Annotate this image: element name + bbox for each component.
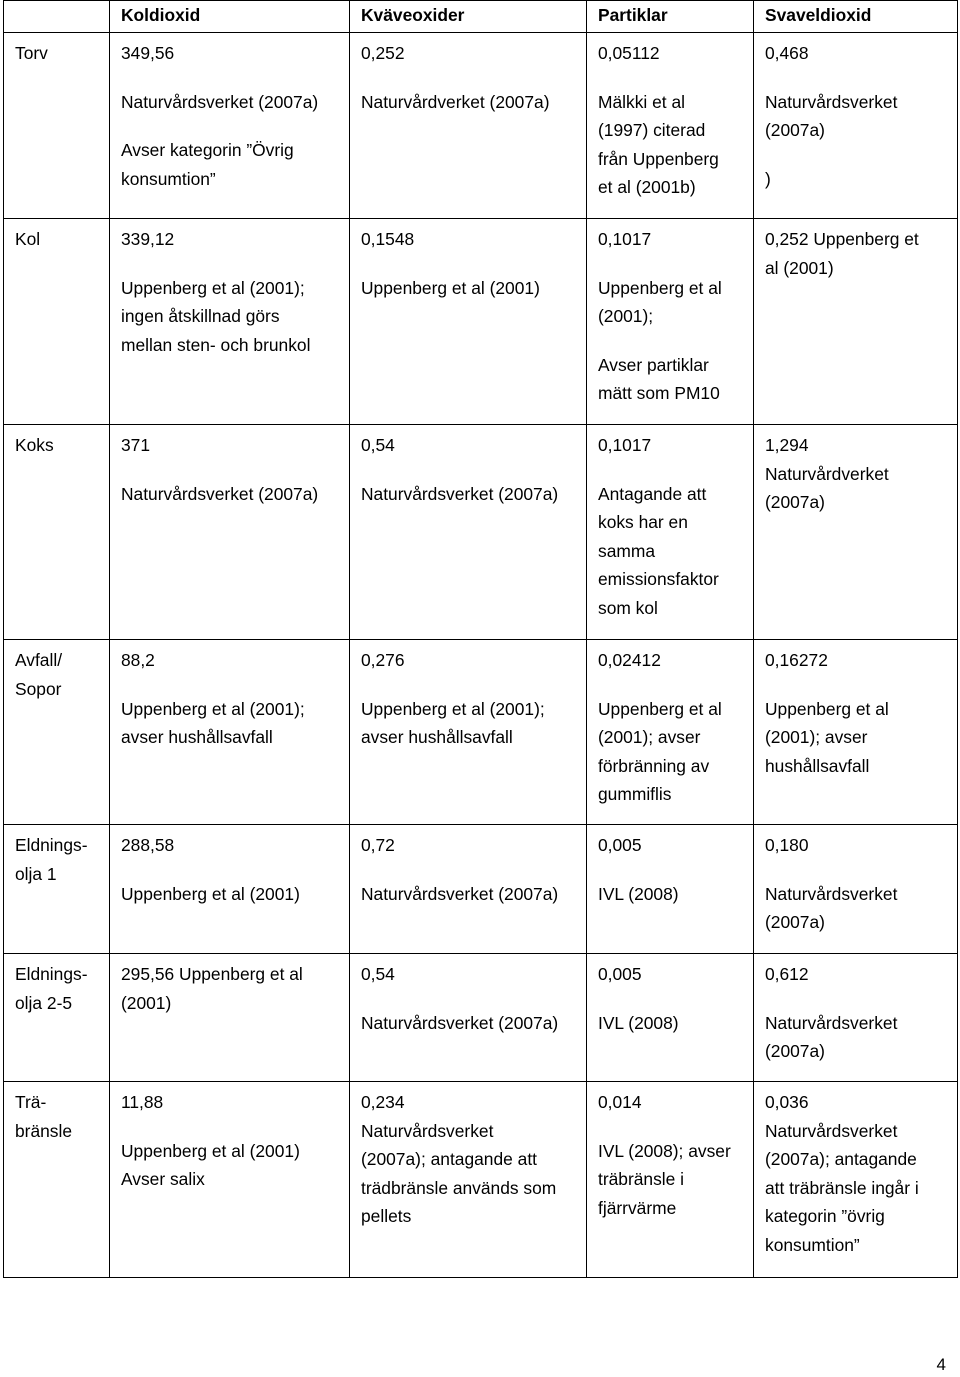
cell-text: 295,56 Uppenberg et al (2001) bbox=[121, 964, 303, 1013]
row-label: Kol bbox=[15, 229, 41, 249]
table-cell bbox=[754, 425, 958, 640]
table-cell bbox=[350, 425, 587, 640]
cell-text: 0,180 Naturvårdsverket (2007a) bbox=[765, 835, 898, 932]
table-cell bbox=[350, 954, 587, 1082]
row-label: Eldnings- olja 2-5 bbox=[15, 964, 88, 1013]
table-cell bbox=[754, 219, 958, 425]
row-label: Trä- bränsle bbox=[15, 1092, 73, 1141]
cell-text: 0,16272 Uppenberg et al (2001); avser hushållsavfall bbox=[765, 650, 889, 776]
cell-text: 11,88 Uppenberg et al (2001) Avser salix bbox=[121, 1092, 300, 1189]
cell-text: 0,005 IVL (2008) bbox=[598, 835, 679, 904]
table-cell bbox=[587, 825, 754, 954]
cell-text: 0,005 IVL (2008) bbox=[598, 964, 679, 1033]
table-row bbox=[4, 1082, 958, 1278]
cell-text: 0,234 Naturvårdsverket (2007a); antagande att trädbränsle används som pellets bbox=[361, 1092, 557, 1226]
cell-text: 88,2 Uppenberg et al (2001); avser hushållsavfall bbox=[121, 650, 305, 747]
cell-text: 0,252 Naturvårdverket (2007a) bbox=[361, 43, 550, 112]
header-cell bbox=[350, 1, 587, 33]
row-label-cell bbox=[4, 219, 110, 425]
cell-text: 0,72 Naturvårdsverket (2007a) bbox=[361, 835, 559, 904]
cell-text: 1,294 Naturvårdverket (2007a) bbox=[765, 435, 889, 512]
table-cell bbox=[110, 1082, 350, 1278]
page-number: 4 bbox=[936, 1355, 946, 1374]
header-row bbox=[4, 1, 958, 33]
cell-text: 339,12 Uppenberg et al (2001); ingen åtskillnad görs mellan sten- och brunkol bbox=[121, 229, 311, 355]
cell-text: 0,468 Naturvårdsverket (2007a) ) bbox=[765, 43, 898, 189]
row-label: Torv bbox=[15, 43, 48, 63]
cell-text: 0,02412 Uppenberg et al (2001); avser förbränning av gummiflis bbox=[598, 650, 722, 804]
table-cell bbox=[587, 954, 754, 1082]
header-cell bbox=[587, 1, 754, 33]
cell-text: 0,1017 Uppenberg et al (2001); Avser partiklar mätt som PM10 bbox=[598, 229, 722, 403]
table-cell bbox=[350, 219, 587, 425]
header-text: Koldioxid bbox=[121, 5, 201, 25]
table-cell bbox=[587, 425, 754, 640]
row-label-cell bbox=[4, 425, 110, 640]
header-cell bbox=[754, 1, 958, 33]
header-text: Partiklar bbox=[598, 5, 668, 25]
table-row bbox=[4, 425, 958, 640]
table-cell bbox=[754, 954, 958, 1082]
cell-text: 0,54 Naturvårdsverket (2007a) bbox=[361, 435, 559, 504]
table-cell bbox=[754, 33, 958, 219]
table-cell bbox=[587, 1082, 754, 1278]
table-row bbox=[4, 33, 958, 219]
table-row bbox=[4, 219, 958, 425]
table-cell bbox=[754, 640, 958, 825]
table-cell bbox=[110, 425, 350, 640]
table-cell bbox=[110, 33, 350, 219]
table-cell bbox=[350, 1082, 587, 1278]
row-label: Eldnings- olja 1 bbox=[15, 835, 88, 884]
cell-text: 0,014 IVL (2008); avser träbränsle i fjärrvärme bbox=[598, 1092, 731, 1218]
cell-text: 0,1017 Antagande att koks har en samma emissionsfaktor som kol bbox=[598, 435, 719, 618]
row-label-cell bbox=[4, 825, 110, 954]
cell-text: 0,036 Naturvårdsverket (2007a); antagande att träbränsle ingår i kategorin ”övrig konsumtion” bbox=[765, 1092, 919, 1255]
table-cell bbox=[350, 825, 587, 954]
table-cell bbox=[754, 1082, 958, 1278]
table-cell bbox=[587, 219, 754, 425]
table-cell bbox=[350, 33, 587, 219]
cell-text: 349,56 Naturvårdsverket (2007a) Avser kategorin ”Övrig konsumtion” bbox=[121, 43, 319, 189]
row-label: Avfall/ Sopor bbox=[15, 650, 63, 699]
cell-text: 0,54 Naturvårdsverket (2007a) bbox=[361, 964, 559, 1033]
table-row bbox=[4, 640, 958, 825]
table-cell bbox=[587, 33, 754, 219]
row-label-cell bbox=[4, 33, 110, 219]
table-body bbox=[4, 33, 958, 1278]
table-cell bbox=[110, 954, 350, 1082]
emission-factor-table bbox=[3, 0, 958, 1278]
row-label-cell bbox=[4, 640, 110, 825]
cell-text: 0,276 Uppenberg et al (2001); avser hushållsavfall bbox=[361, 650, 545, 747]
table-cell bbox=[587, 640, 754, 825]
table-cell bbox=[110, 219, 350, 425]
header-cell bbox=[4, 1, 110, 33]
table-row bbox=[4, 825, 958, 954]
header-cell bbox=[110, 1, 350, 33]
row-label: Koks bbox=[15, 435, 54, 455]
header-text: Kväveoxider bbox=[361, 5, 465, 25]
table-cell bbox=[110, 825, 350, 954]
cell-text: 288,58 Uppenberg et al (2001) bbox=[121, 835, 300, 904]
cell-text: 0,252 Uppenberg et al (2001) bbox=[765, 229, 919, 278]
table-row bbox=[4, 954, 958, 1082]
cell-text: 0,612 Naturvårdsverket (2007a) bbox=[765, 964, 898, 1061]
row-label-cell bbox=[4, 1082, 110, 1278]
table-cell bbox=[110, 640, 350, 825]
cell-text: 0,1548 Uppenberg et al (2001) bbox=[361, 229, 540, 298]
table-cell bbox=[350, 640, 587, 825]
cell-text: 371 Naturvårdsverket (2007a) bbox=[121, 435, 319, 504]
table-cell bbox=[754, 825, 958, 954]
header-text: Svaveldioxid bbox=[765, 5, 872, 25]
row-label-cell bbox=[4, 954, 110, 1082]
cell-text: 0,05112 Mälkki et al (1997) citerad från Uppenberg et al (2001b) bbox=[598, 43, 719, 197]
